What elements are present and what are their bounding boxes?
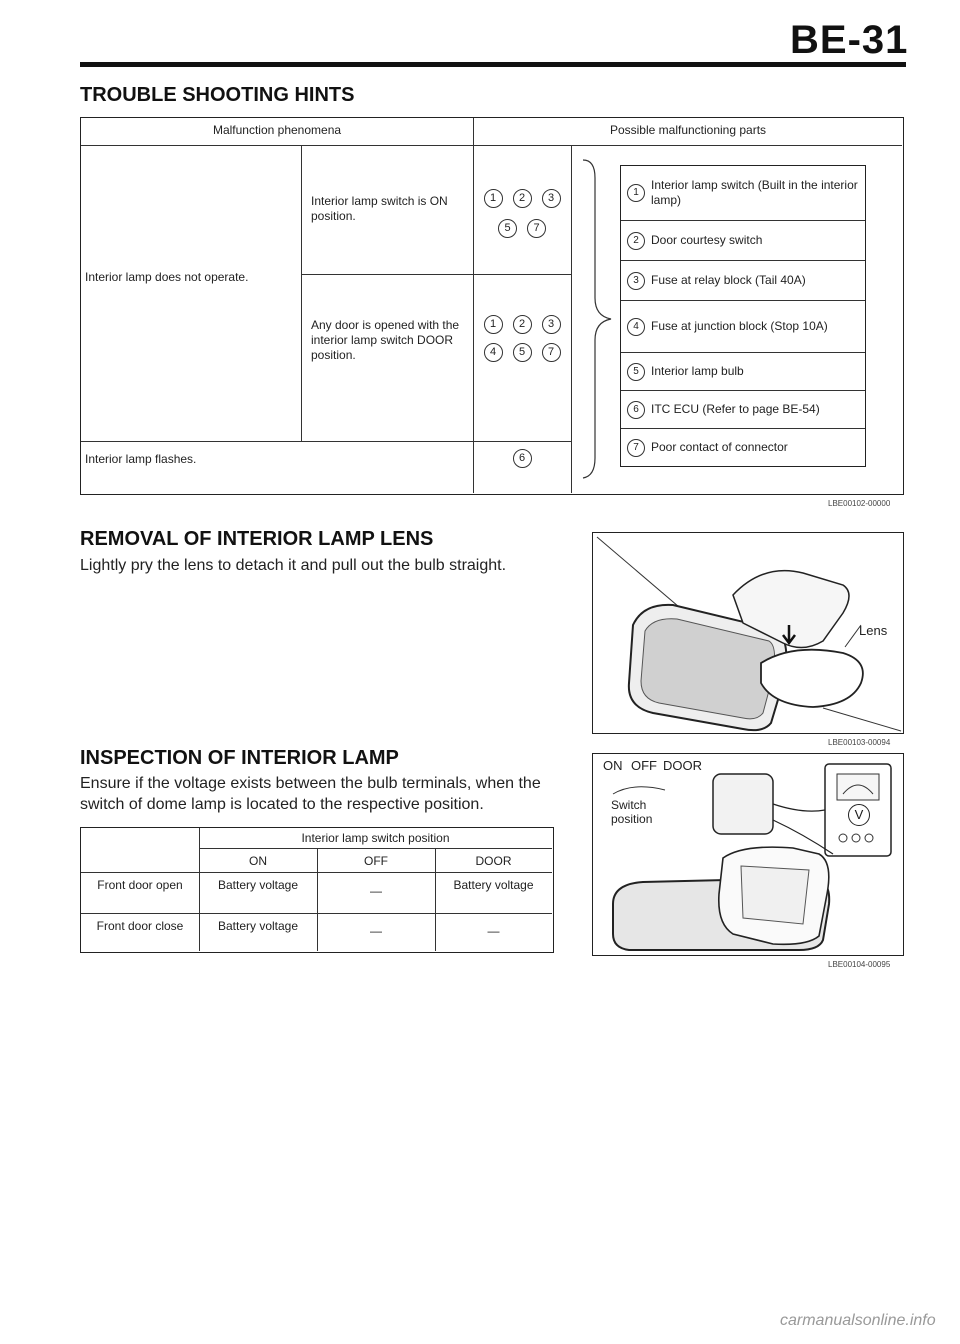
cell-open-on: Battery voltage: [217, 878, 299, 892]
part-number: 1: [627, 184, 645, 202]
phenomenon-flashes: Interior lamp flashes.: [85, 452, 197, 466]
lamp-lens-illustration: [593, 533, 902, 732]
part-row: [621, 429, 865, 466]
inspection-title: INSPECTION OF INTERIOR LAMP: [80, 747, 399, 769]
part-text: Fuse at junction block (Stop 10A): [651, 319, 828, 333]
lens-figure: [592, 532, 904, 734]
inspection-table: [80, 827, 554, 953]
part-row: [621, 166, 865, 221]
removal-text: Lightly pry the lens to detach it and pull out the bulb straight.: [80, 557, 507, 574]
removal-ref: LBE00103-00094: [828, 738, 891, 747]
part-row: [621, 301, 865, 353]
part-number: 7: [627, 439, 645, 457]
col-header-phenomena: Malfunction phenomena: [212, 123, 342, 137]
row-label-close: Front door close: [96, 919, 184, 933]
col-door: DOOR: [475, 854, 512, 868]
code-circle: 5: [513, 343, 532, 362]
voltmeter-icon: V: [848, 804, 870, 826]
code-circle: 2: [513, 189, 532, 208]
codes-group-2b: [476, 342, 568, 362]
fig-label-door: DOOR: [663, 758, 702, 773]
parts-list: [620, 165, 866, 467]
code-circle: 1: [484, 315, 503, 334]
removal-title: REMOVAL OF INTERIOR LAMP LENS: [80, 528, 434, 550]
phen-row-divider: [81, 441, 571, 442]
cell-close-door: —: [487, 924, 500, 938]
part-number: 3: [627, 272, 645, 290]
codes-group-1a: [476, 188, 568, 208]
cell-open-door: Battery voltage: [453, 878, 534, 892]
col-header-parts: Possible malfunctioning parts: [609, 123, 767, 137]
codes-group-3: [476, 448, 568, 468]
codes-group-2a: [476, 314, 568, 334]
header-rule: [80, 62, 906, 67]
code-circle: 3: [542, 189, 561, 208]
phenomenon-no-operate: Interior lamp does not operate.: [85, 270, 249, 284]
part-number: 6: [627, 401, 645, 419]
part-number: 4: [627, 318, 645, 336]
codes-group-1b: [476, 218, 568, 238]
condition-switch-on: Interior lamp switch is ON position.: [311, 194, 448, 223]
code-circle: 6: [513, 449, 532, 468]
part-text: Fuse at relay block (Tail 40A): [651, 273, 806, 287]
code-circle: 3: [542, 315, 561, 334]
col-off: OFF: [364, 854, 388, 868]
code-circle: 1: [484, 189, 503, 208]
codes-divider: [571, 145, 572, 493]
part-text: Poor contact of connector: [651, 440, 788, 454]
cell-close-off: —: [370, 924, 382, 938]
inspection-ref: LBE00104-00095: [828, 960, 891, 969]
col-on: ON: [249, 854, 267, 868]
part-text: Interior lamp switch (Built in the interior lamp): [651, 178, 858, 207]
condition-door-open: Any door is opened with the interior lamp switch DOOR position.: [311, 318, 460, 362]
footer-watermark: carmanualsonline.info: [780, 1312, 936, 1329]
part-number: 5: [627, 363, 645, 381]
part-text: Interior lamp bulb: [651, 364, 744, 378]
cell-close-on: Battery voltage: [217, 919, 299, 933]
switch-position-header: Interior lamp switch position: [301, 831, 450, 845]
code-circle: 5: [498, 219, 517, 238]
cell-open-off: —: [370, 884, 382, 898]
row-label-open: Front door open: [97, 878, 183, 892]
voltage-test-illustration: [593, 754, 902, 954]
lens-label: Lens: [859, 623, 888, 638]
part-text: Door courtesy switch: [651, 233, 763, 247]
trouble-ref: LBE00102-00000: [828, 499, 891, 508]
cond-row-divider: [301, 274, 571, 275]
inspection-text: Ensure if the voltage exists between the bulb terminals, when the switch of dome lamp is located to the respective position.: [80, 775, 541, 813]
page-code: BE-31: [790, 18, 909, 62]
header-divider: [81, 145, 902, 146]
fig-label-off: OFF: [631, 758, 657, 773]
code-circle: 7: [542, 343, 561, 362]
part-row: [621, 261, 865, 301]
trouble-title: TROUBLE SHOOTING HINTS: [80, 84, 355, 106]
part-row: [621, 221, 865, 261]
part-row: [621, 391, 865, 429]
code-circle: 4: [484, 343, 503, 362]
part-number: 2: [627, 232, 645, 250]
code-circle: 7: [527, 219, 546, 238]
fig-label-on: ON: [603, 758, 623, 773]
fig-label-switch: Switch position: [611, 798, 653, 826]
cond-divider: [301, 145, 302, 441]
brace-icon: [581, 158, 617, 480]
part-text: ITC ECU (Refer to page BE-54): [651, 402, 820, 416]
col-divider: [473, 118, 474, 493]
inspection-figure: [592, 753, 904, 956]
part-row: [621, 353, 865, 391]
grid-line: [199, 848, 552, 849]
code-circle: 2: [513, 315, 532, 334]
